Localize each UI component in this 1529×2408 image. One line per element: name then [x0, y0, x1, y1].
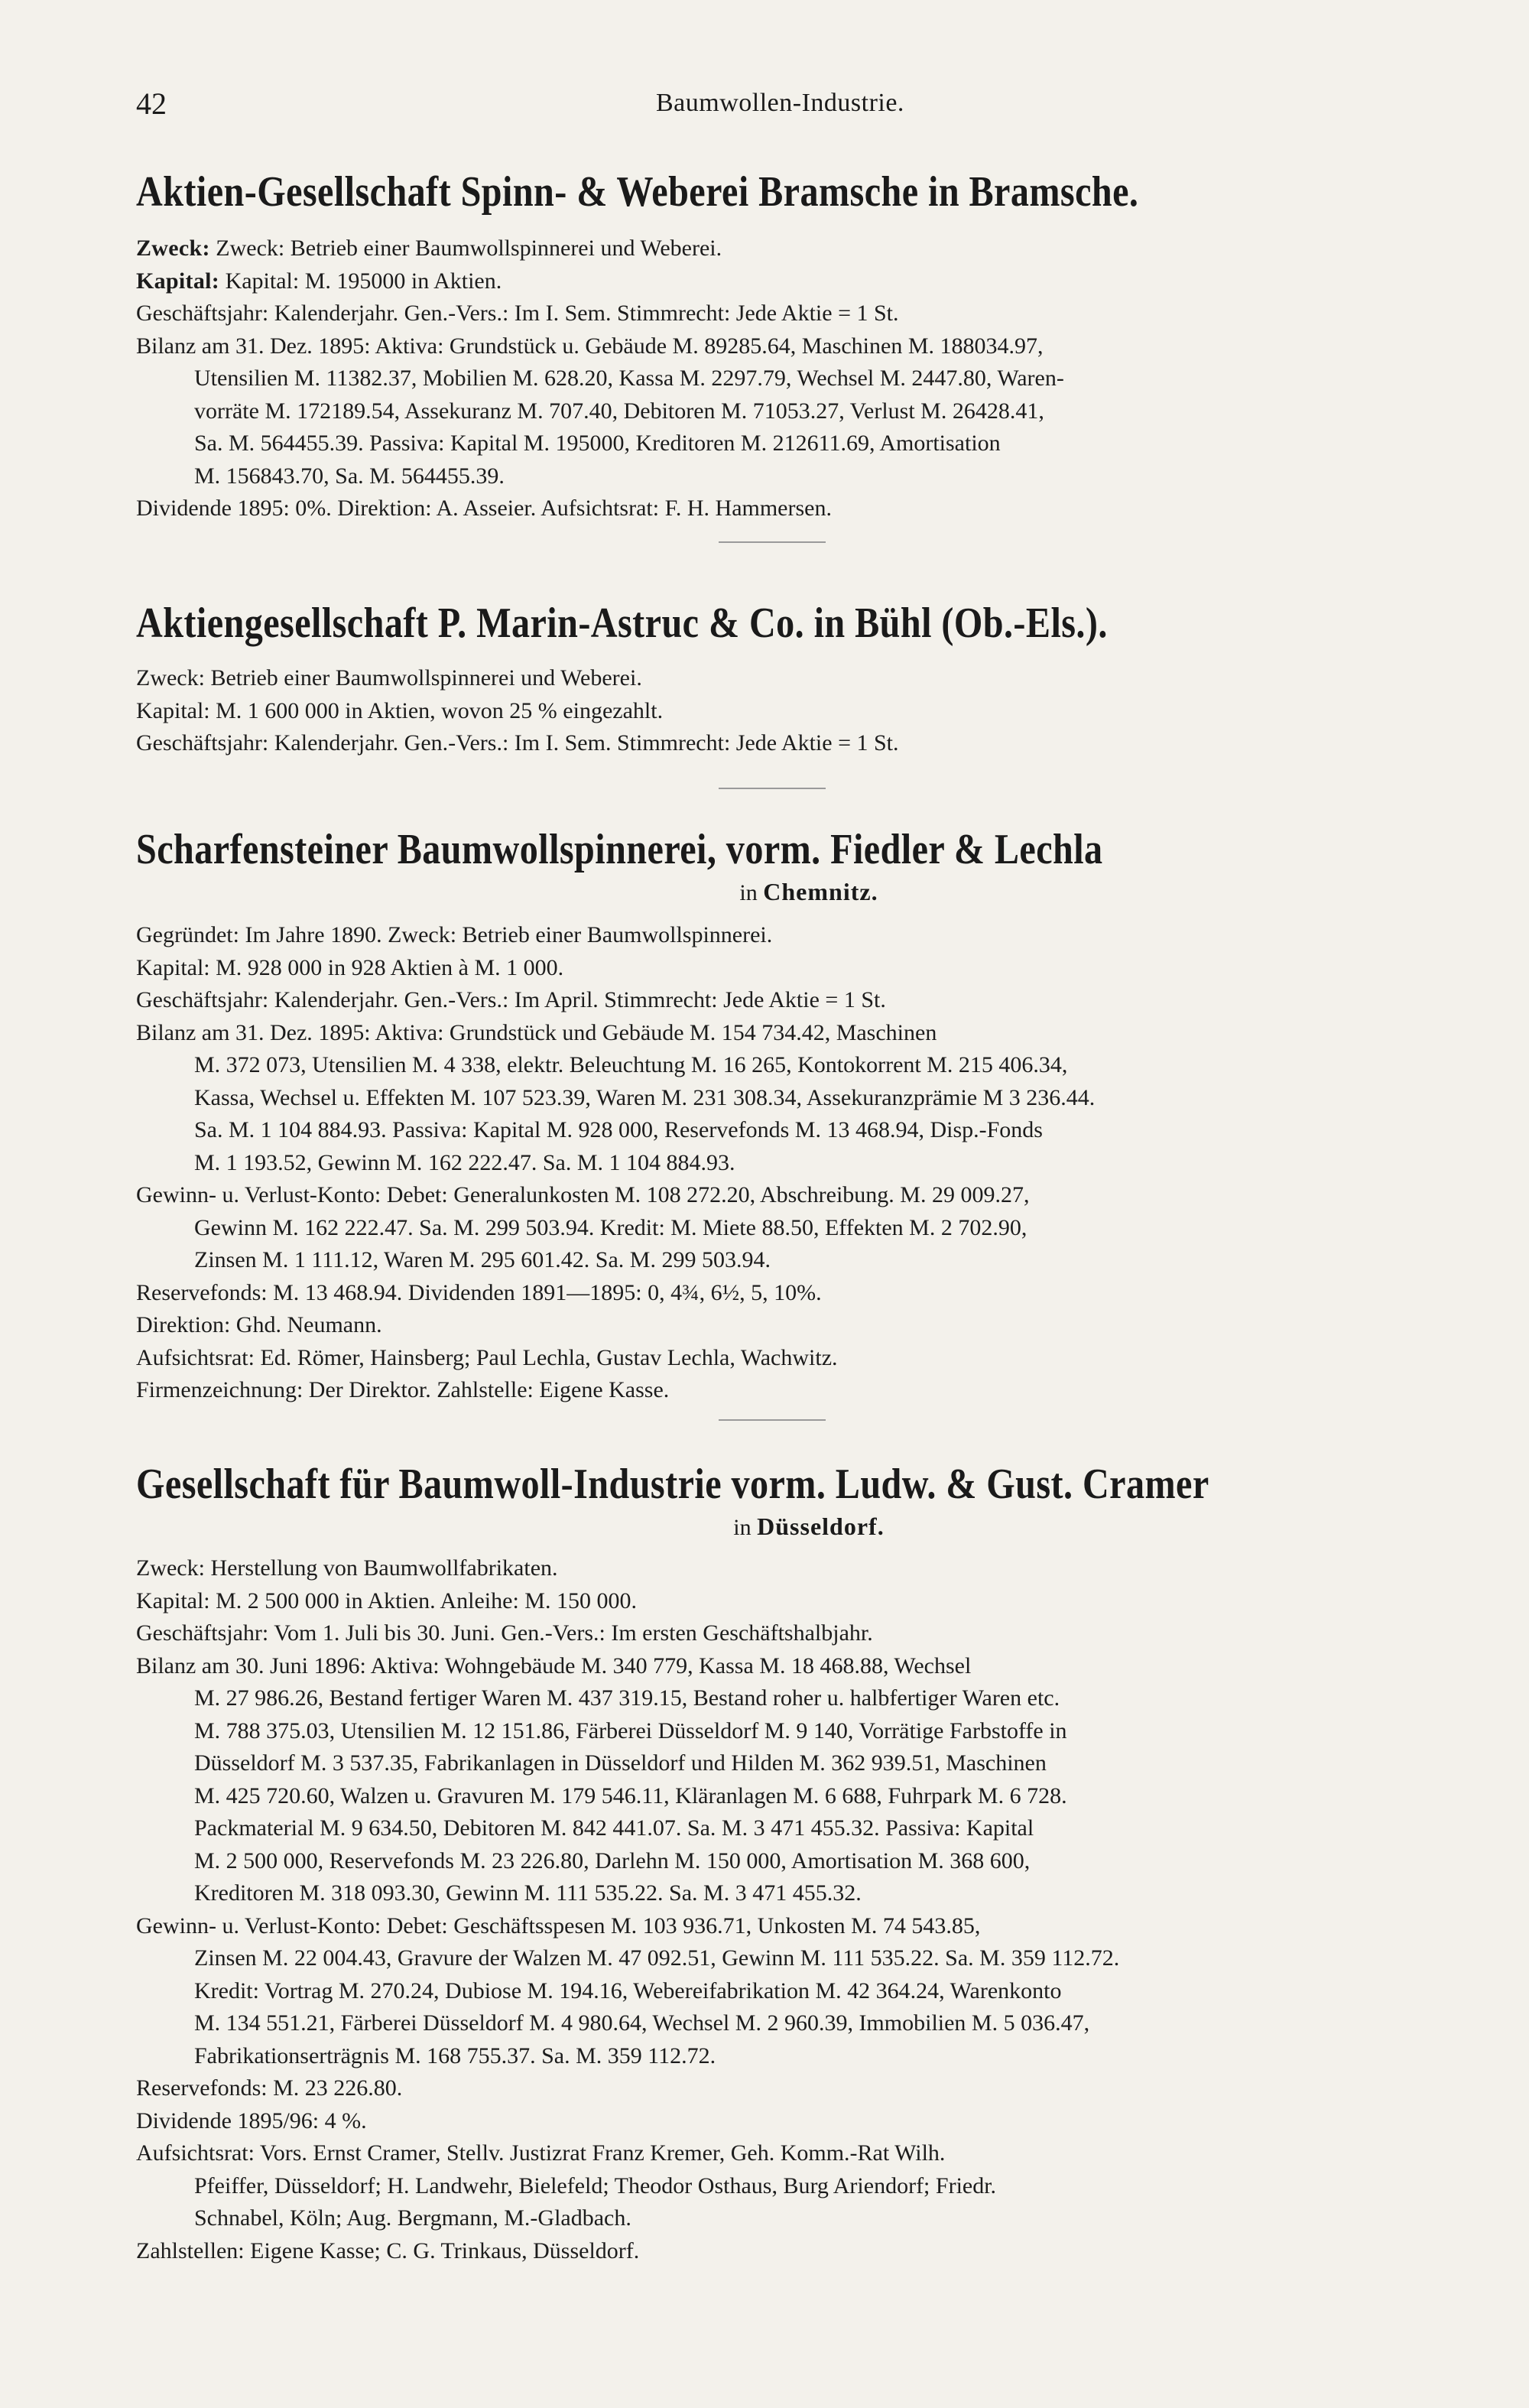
entry-line: Pfeiffer, Düsseldorf; H. Landwehr, Bielefeld; Theodor Osthaus, Burg Ariendorf; Friedr. [194, 2172, 997, 2198]
entry-line: Packmaterial M. 9 634.50, Debitoren M. 842 441.07. Sa. M. 3 471 455.32. Passiva: Kapital [194, 1815, 1034, 1841]
entry-line: M. 134 551.21, Färberei Düsseldorf M. 4 980.64, Wechsel M. 2 960.39, Immobilien M. 5 036.47, [194, 2010, 1090, 2036]
company-title: Scharfensteiner Baumwollspinnerei, vorm. Fiedler & Lechla [136, 826, 1103, 873]
entry-line: Zweck: Betrieb einer Baumwollspinnerei und Weberei. [136, 665, 642, 691]
entry-line: Zinsen M. 1 111.12, Waren M. 295 601.42. Sa. M. 299 503.94. [194, 1247, 771, 1272]
company-entry-scharfenstein [136, 824, 1482, 1407]
entry-line: Düsseldorf M. 3 537.35, Fabrikanlagen in Düsseldorf und Hilden M. 362 939.51, Maschinen [194, 1750, 1047, 1776]
entry-line: M. 27 986.26, Bestand fertiger Waren M. 437 319.15, Bestand roher u. halbfertiger Waren etc. [194, 1685, 1060, 1711]
entry-line: Direktion: Ghd. Neumann. [136, 1312, 382, 1337]
entry-line: Kreditoren M. 318 093.30, Gewinn M. 111 535.22. Sa. M. 3 471 455.32. [194, 1880, 862, 1906]
entry-line: Zweck: Zweck: Betrieb einer Baumwollspinnerei und Weberei. [136, 236, 722, 261]
entry-line: Aufsichtsrat: Ed. Römer, Hainsberg; Paul Lechla, Gustav Lechla, Wachwitz. [136, 1344, 838, 1370]
entry-line: Fabrikationserträgnis M. 168 755.37. Sa. M. 359 112.72. [194, 2042, 716, 2068]
entry-line: Gegründet: Im Jahre 1890. Zweck: Betrieb einer Baumwollspinnerei. [136, 922, 773, 947]
company-entry-marin-astruc [136, 598, 1482, 760]
company-title: Gesellschaft für Baumwoll-Industrie vorm. Ludw. & Gust. Cramer [136, 1461, 1209, 1508]
entry-line: Kapital: M. 2 500 000 in Aktien. Anleihe: M. 150 000. [136, 1587, 637, 1613]
entry-line: M. 156843.70, Sa. M. 564455.39. [194, 463, 505, 489]
entry-line: Gewinn- u. Verlust-Konto: Debet: Generalunkosten M. 108 272.20, Abschreibung. M. 29 009.27, [136, 1182, 1030, 1207]
entry-line: Kapital: M. 1 600 000 in Aktien, wovon 25 % eingezahlt. [136, 697, 664, 723]
entry-line: Bilanz am 31. Dez. 1895: Aktiva: Grundstück und Gebäude M. 154 734.42, Maschinen [136, 1019, 937, 1045]
entry-line: Sa. M. 564455.39. Passiva: Kapital M. 195000, Kreditoren M. 212611.69, Amortisation [194, 431, 1001, 456]
entry-line: Zinsen M. 22 004.43, Gravure der Walzen M. 47 092.51, Gewinn M. 111 535.22. Sa. M. 359 112.72. [194, 1945, 1120, 1971]
entry-line: M. 372 073, Utensilien M. 4 338, elektr. Beleuchtung M. 16 265, Kontokorrent M. 215 406.34, [194, 1052, 1068, 1077]
entry-line: Reservefonds: M. 13 468.94. Dividenden 1891—1895: 0, 4¾, 6½, 5, 10%. [136, 1279, 822, 1305]
company-entry-cramer [136, 1459, 1482, 2267]
entry-line: Sa. M. 1 104 884.93. Passiva: Kapital M. 928 000, Reservefonds M. 13 468.94, Disp.-Fonds [194, 1117, 1043, 1142]
entry-line: Reservefonds: M. 23 226.80. [136, 2075, 403, 2101]
section-divider [719, 1419, 826, 1421]
entry-line: M. 2 500 000, Reservefonds M. 23 226.80, Darlehn M. 150 000, Amortisation M. 368 600, [194, 1847, 1031, 1873]
company-title: Aktien-Gesellschaft Spinn- & Weberei Bramsche in Bramsche. [136, 168, 1139, 216]
section-divider [719, 788, 826, 789]
entry-line: Zahlstellen: Eigene Kasse; C. G. Trinkaus, Düsseldorf. [136, 2237, 640, 2263]
entry-line: Schnabel, Köln; Aug. Bergmann, M.-Gladbach. [194, 2205, 631, 2231]
entry-line: Gewinn M. 162 222.47. Sa. M. 299 503.94. Kredit: M. Miete 88.50, Effekten M. 2 702.90, [194, 1214, 1027, 1240]
entry-line: Gewinn- u. Verlust-Konto: Debet: Geschäftsspesen M. 103 936.71, Unkosten M. 74 543.85, [136, 1912, 981, 1938]
entry-line: Kassa, Wechsel u. Effekten M. 107 523.39, Waren M. 231 308.34, Assekuranzprämie M 3 236.44. [194, 1084, 1096, 1110]
entry-line: M. 788 375.03, Utensilien M. 12 151.86, Färberei Düsseldorf M. 9 140, Vorrätige Farbstoffe in [194, 1717, 1067, 1743]
entry-line: Dividende 1895: 0%. Direktion: A. Asseier. Aufsichtsrat: F. H. Hammersen. [136, 496, 832, 521]
entry-line: Geschäftsjahr: Kalenderjahr. Gen.-Vers.: Im I. Sem. Stimmrecht: Jede Aktie = 1 St. [136, 730, 899, 756]
running-header [136, 86, 1475, 132]
entry-line: vorräte M. 172189.54, Assekuranz M. 707.40, Debitoren M. 71053.27, Verlust M. 26428.41, [194, 398, 1044, 424]
entry-line: Bilanz am 31. Dez. 1895: Aktiva: Grundstück u. Gebäude M. 89285.64, Maschinen M. 188034.97, [136, 333, 1044, 359]
company-location: in Chemnitz. [739, 878, 878, 905]
entry-line: M. 425 720.60, Walzen u. Gravuren M. 179 546.11, Kläranlagen M. 6 688, Fuhrpark M. 6 728. [194, 1782, 1067, 1808]
entry-line: Kapital: Kapital: M. 195000 in Aktien. [136, 268, 502, 294]
entry-line: Bilanz am 30. Juni 1896: Aktiva: Wohngebäude M. 340 779, Kassa M. 18 468.88, Wechsel [136, 1652, 972, 1678]
entry-line: Utensilien M. 11382.37, Mobilien M. 628.20, Kassa M. 2297.79, Wechsel M. 2447.80, Waren- [194, 366, 1064, 391]
entry-line: M. 1 193.52, Gewinn M. 162 222.47. Sa. M. 1 104 884.93. [194, 1149, 735, 1175]
entry-line: Firmenzeichnung: Der Direktor. Zahlstelle: Eigene Kasse. [136, 1377, 670, 1402]
entry-line: Geschäftsjahr: Kalenderjahr. Gen.-Vers.: Im April. Stimmrecht: Jede Aktie = 1 St. [136, 987, 886, 1012]
company-entry-bramsche [136, 167, 1482, 525]
page-number: 42 [136, 86, 167, 121]
entry-line: Geschäftsjahr: Kalenderjahr. Gen.-Vers.: Im I. Sem. Stimmrecht: Jede Aktie = 1 St. [136, 301, 899, 326]
running-title: Baumwollen-Industrie. [656, 89, 904, 117]
section-divider [719, 541, 826, 543]
company-title: Aktiengesellschaft P. Marin-Astruc & Co. in Bühl (Ob.-Els.). [136, 600, 1108, 647]
company-location: in Düsseldorf. [733, 1513, 885, 1540]
entry-line: Dividende 1895/96: 4 %. [136, 2107, 367, 2133]
entry-line: Aufsichtsrat: Vors. Ernst Cramer, Stellv. Justizrat Franz Kremer, Geh. Komm.-Rat Wilh. [136, 2140, 946, 2166]
entry-line: Kredit: Vortrag M. 270.24, Dubiose M. 194.16, Webereifabrikation M. 42 364.24, Warenkonto [194, 1977, 1062, 2003]
entry-line: Zweck: Herstellung von Baumwollfabrikaten. [136, 1555, 558, 1581]
entry-line: Kapital: M. 928 000 in 928 Aktien à M. 1 000. [136, 954, 564, 980]
entry-line: Geschäftsjahr: Vom 1. Juli bis 30. Juni. Gen.-Vers.: Im ersten Geschäftshalbjahr. [136, 1620, 873, 1646]
